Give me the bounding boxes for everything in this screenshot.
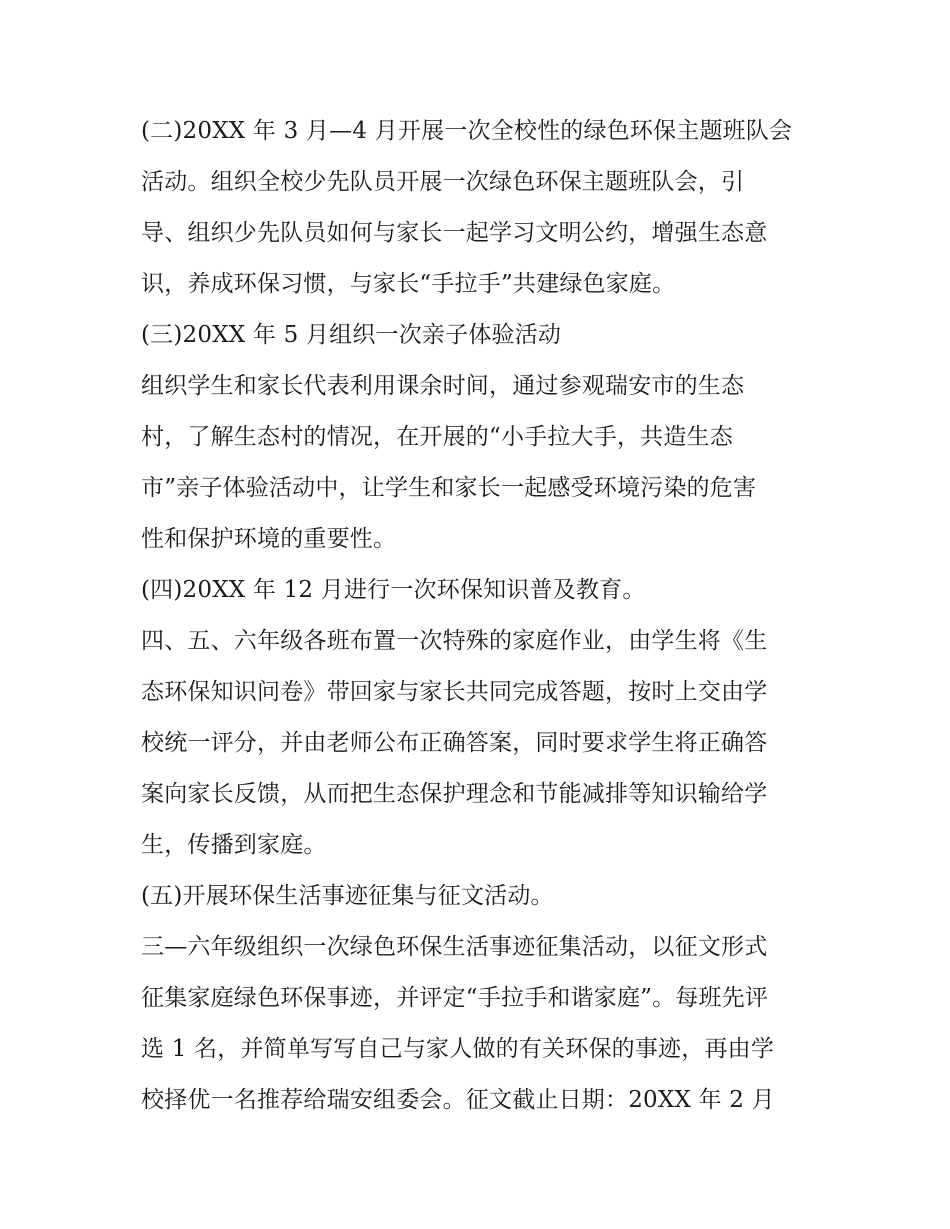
text-line: 导、组织少先队员如何与家长一起学习文明公约，增强生态意 <box>141 220 768 246</box>
text-line: 市”亲子体验活动中，让学生和家长一起感受环境污染的危害 <box>141 475 757 501</box>
text-line: 态环保知识问卷》带回家与家长共同完成答题，按时上交由学 <box>141 679 768 705</box>
text-line: 案向家长反馈，从而把生态保护理念和节能减排等知识输给学 <box>141 781 768 807</box>
text-line: 四、五、六年级各班布置一次特殊的家庭作业，由学生将《生 <box>141 628 768 654</box>
text-line: 组织学生和家长代表利用课余时间，通过参观瑞安市的生态 <box>141 373 745 399</box>
text-line: 校择优一名推荐给瑞安组委会。征文截止日期：20XX 年 2 月 <box>141 1087 775 1113</box>
text-line: 生，传播到家庭。 <box>141 832 327 858</box>
text-line: 三—六年级组织一次绿色环保生活事迹征集活动，以征文形式 <box>141 934 768 960</box>
document-body <box>141 106 821 1126</box>
section-heading: (五)开展环保生活事迹征集与征文活动。 <box>141 883 554 909</box>
text-line: 选 1 名，并简单写写自己与家人做的有关环保的事迹，再由学 <box>141 1036 775 1062</box>
section-heading: (三)20XX 年 5 月组织一次亲子体验活动 <box>141 322 562 348</box>
text-line: 性和保护环境的重要性。 <box>141 526 397 552</box>
text-line: 识，养成环保习惯，与家长“手拉手”共建绿色家庭。 <box>141 271 676 297</box>
text-line: 校统一评分，并由老师公布正确答案，同时要求学生将正确答 <box>141 730 768 756</box>
text-line: 活动。组织全校少先队员开展一次绿色环保主题班队会，引 <box>141 169 745 195</box>
text-line: (二)20XX 年 3 月—4 月开展一次全校性的绿色环保主题班队会 <box>141 118 793 144</box>
text-line: 村，了解生态村的情况，在开展的“小手拉大手，共造生态 <box>141 424 733 450</box>
text-line: 征集家庭绿色环保事迹，并评定“手拉手和谐家庭”。每班先评 <box>141 985 769 1011</box>
section-heading: (四)20XX 年 12 月进行一次环保知识普及教育。 <box>141 577 646 603</box>
